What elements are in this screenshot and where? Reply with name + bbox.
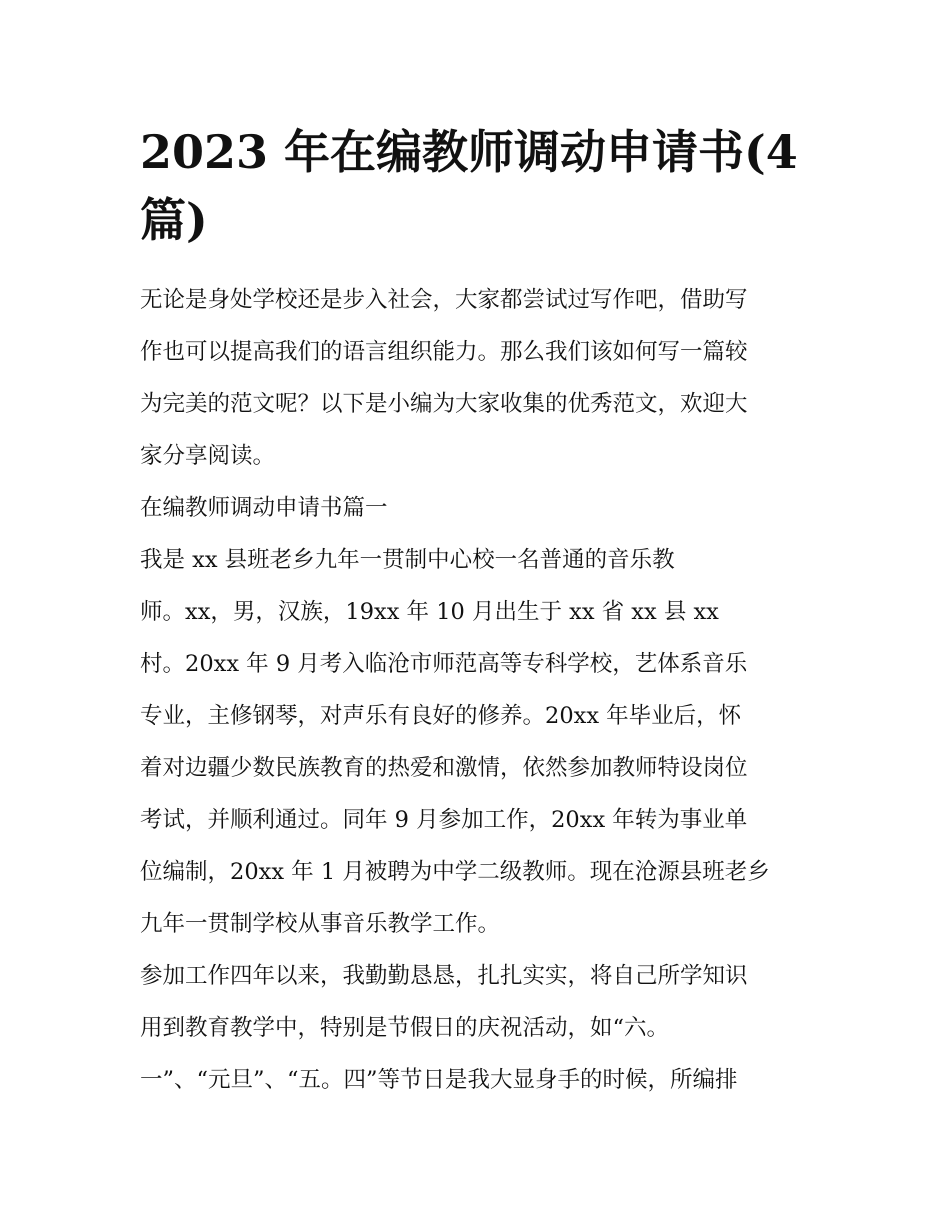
title-line-2: 篇) <box>140 193 208 247</box>
body-line: 参加工作四年以来，我勤勤恳恳，扎扎实实，将自己所学知识 <box>140 963 748 989</box>
document-title <box>140 118 820 254</box>
title-line-1: 2023 年在编教师调动申请书(4 <box>140 125 798 179</box>
body-line: 考试，并顺利通过。同年 9 月参加工作，20xx 年转为事业单 <box>140 807 748 833</box>
body-line: 九年一贯制学校从事音乐教学工作。 <box>140 911 501 937</box>
body-line: 一”、“元旦”、“五。四”等节日是我大显身手的时候，所编排 <box>140 1067 738 1093</box>
section-heading-text: 在编教师调动申请书篇一 <box>140 495 388 521</box>
intro-paragraph <box>140 274 820 482</box>
intro-line: 作也可以提高我们的语言组织能力。那么我们该如何写一篇较 <box>140 339 748 365</box>
body-line: 师。xx，男，汉族，19xx 年 10 月出生于 xx 省 xx 县 xx <box>140 599 719 625</box>
body-line: 位编制，20xx 年 1 月被聘为中学二级教师。现在沧源县班老乡 <box>140 859 770 885</box>
section-heading <box>140 482 820 534</box>
intro-line: 无论是身处学校还是步入社会，大家都尝试过写作吧，借助写 <box>140 287 748 313</box>
intro-line: 为完美的范文呢？以下是小编为大家收集的优秀范文，欢迎大 <box>140 391 748 417</box>
body-line: 专业，主修钢琴，对声乐有良好的修养。20xx 年毕业后，怀 <box>140 703 742 729</box>
body-line: 用到教育教学中，特别是节假日的庆祝活动，如“六。 <box>140 1015 670 1041</box>
body-paragraph <box>140 534 820 1106</box>
body-line: 村。20xx 年 9 月考入临沧市师范高等专科学校，艺体系音乐 <box>140 651 748 677</box>
body-line: 着对边疆少数民族教育的热爱和激情，依然参加教师特设岗位 <box>140 755 748 781</box>
intro-line: 家分享阅读。 <box>140 443 276 469</box>
document-content <box>140 118 820 1106</box>
body-line: 我是 xx 县班老乡九年一贯制中心校一名普通的音乐教 <box>140 547 675 573</box>
